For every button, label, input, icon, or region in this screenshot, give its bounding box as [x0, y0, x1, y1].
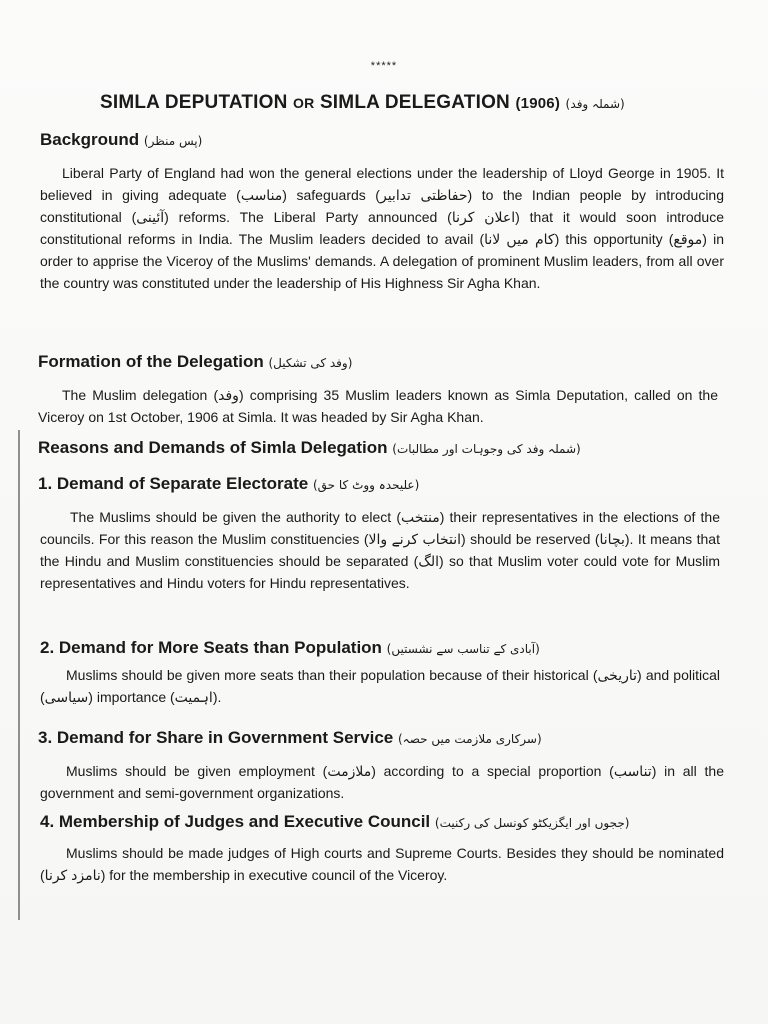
- demand3-heading: 3. Demand for Share in Government Service (سرکاری ملازمت میں حصہ): [38, 728, 542, 747]
- demand1-heading: 1. Demand of Separate Electorate (علیحدہ ووٹ کا حق): [38, 474, 420, 493]
- formation-text: The Muslim delegation (وفد) comprising 35 Muslim leaders known as Simla Deputation, called on the Viceroy on 1st October, 1906 at Simla. It was headed by Sir Agha Khan.: [38, 387, 718, 425]
- title-year: (1906): [515, 95, 561, 112]
- formation-heading: Formation of the Delegation (وفد کی تشکیل): [38, 352, 353, 371]
- top-ornament: *****: [370, 60, 398, 72]
- background-text: Liberal Party of England had won the general elections under the leadership of Lloyd George in 1905. It believed in giving adequate (مناسب) safeguards (حفاظتی تدابیر) to the Indian people by introducing constitutional (آئینی) reforms. The Liberal Party announced (اعلان کرنا) that it would soon introduce constitutional reforms in India. The Muslim leaders decided to avail (کام میں لانا) this opportunity (موقع) in order to apprise the Viceroy of the Muslims' demands. A delegation of prominent Muslim leaders, from all over the country was constituted under the leadership of His Highness Sir Agha Khan.: [40, 165, 724, 291]
- title-or: OR: [293, 95, 315, 111]
- title-urdu: (شملہ وفد): [565, 97, 625, 111]
- demand2-heading: 2. Demand for More Seats than Population (آبادی کے تناسب سے نشستیں): [40, 638, 540, 657]
- demand3-text: Muslims should be given employment (ملازمت) according to a special proportion (تناسب) in all the government and semi-government organizations.: [40, 763, 724, 801]
- title-delegation: SIMLA DELEGATION: [319, 92, 510, 113]
- demand2-text: Muslims should be given more seats than their population because of their historical (تاریخی) and political (سیاسی) importance (اہمیت).: [40, 667, 720, 705]
- demand1-text: The Muslims should be given the authority to elect (منتخب) their representatives in the elections of the councils. For this reason the Muslim constituencies (انتخاب کرنے والا) should be reserved (بچانا). It means that the Hindu and Muslim constituencies should be separated (الگ) so that Muslim voter could vote for Muslim representatives and Hindu voters for Hindu representatives.: [40, 509, 721, 591]
- demand4-heading: 4. Membership of Judges and Executive Council (ججوں اور ایگزیکٹو کونسل کی رکنیت): [40, 812, 630, 831]
- margin-rule: [18, 430, 20, 920]
- background-heading: Background (پس منظر): [40, 130, 203, 149]
- page-title: [100, 92, 740, 114]
- title-main: SIMLA DEPUTATION: [100, 92, 288, 113]
- reasons-heading: Reasons and Demands of Simla Delegation (شملہ وفد کی وجوہات اور مطالبات): [38, 438, 581, 457]
- demand4-text: Muslims should be made judges of High courts and Supreme Courts. Besides they should be nominated (نامزد کرنا) for the membership in executive council of the Viceroy.: [40, 845, 724, 883]
